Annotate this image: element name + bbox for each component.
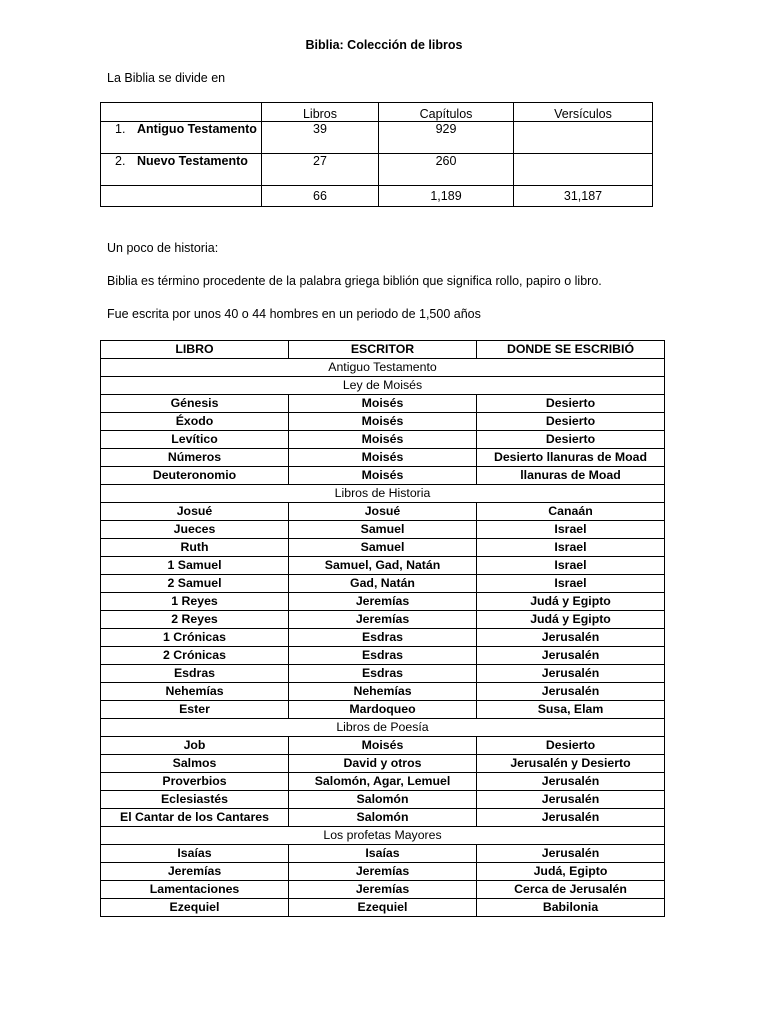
book-name-cell: Deuteronomio (101, 467, 289, 485)
book-name-cell: 1 Reyes (101, 593, 289, 611)
writer-cell: Samuel, Gad, Natán (289, 557, 477, 575)
book-name-cell: 1 Samuel (101, 557, 289, 575)
writer-cell: Moisés (289, 395, 477, 413)
book-name-cell: Nehemías (101, 683, 289, 701)
book-row (101, 863, 665, 881)
book-name-cell: 1 Crónicas (101, 629, 289, 647)
place-cell: Jerusalén (477, 773, 665, 791)
libros-cell: 39 (262, 122, 379, 154)
place-cell: Jerusalén (477, 647, 665, 665)
book-name-cell: El Cantar de los Cantares (101, 809, 289, 827)
section-row (101, 827, 665, 845)
writer-cell: Samuel (289, 539, 477, 557)
libros-cell: 27 (262, 154, 379, 186)
section-row (101, 485, 665, 503)
place-cell: Desierto (477, 431, 665, 449)
section-row (101, 719, 665, 737)
list-number: 2. (115, 154, 126, 168)
writer-cell: Moisés (289, 737, 477, 755)
place-cell: Desierto (477, 395, 665, 413)
summary-row-label (101, 154, 262, 186)
testament-name: Nuevo Testamento (137, 154, 248, 168)
book-name-cell: Ezequiel (101, 899, 289, 917)
place-cell: Israel (477, 557, 665, 575)
book-row (101, 809, 665, 827)
document-title: Biblia: Colección de libros (305, 38, 463, 52)
book-name-cell: Ester (101, 701, 289, 719)
capitulos-total-cell: 1,189 (379, 186, 514, 207)
writer-cell: Mardoqueo (289, 701, 477, 719)
place-cell: Judá, Egipto (477, 863, 665, 881)
writer-cell: Moisés (289, 413, 477, 431)
book-name-cell: Josué (101, 503, 289, 521)
book-name-cell: Números (101, 449, 289, 467)
section-row (101, 359, 665, 377)
place-cell: Judá y Egipto (477, 593, 665, 611)
writer-cell: Moisés (289, 449, 477, 467)
book-row (101, 881, 665, 899)
writer-cell: Nehemías (289, 683, 477, 701)
summary-total-row (101, 186, 653, 207)
book-row (101, 557, 665, 575)
book-name-cell: Éxodo (101, 413, 289, 431)
writer-cell: Jeremías (289, 881, 477, 899)
books-table-body (101, 359, 665, 917)
book-row (101, 629, 665, 647)
books-table (100, 340, 665, 917)
writer-cell: Moisés (289, 431, 477, 449)
history-paragraph-2: Fue escrita por unos 40 o 44 hombres en un periodo de 1,500 años (107, 307, 481, 321)
book-name-cell: 2 Reyes (101, 611, 289, 629)
book-row (101, 413, 665, 431)
place-cell: Desierto (477, 413, 665, 431)
book-name-cell: Jueces (101, 521, 289, 539)
book-row (101, 593, 665, 611)
writer-cell: Jeremías (289, 863, 477, 881)
section-heading: Libros de Poesía (101, 719, 665, 737)
place-cell: Desierto llanuras de Moad (477, 449, 665, 467)
place-cell: Jerusalén (477, 629, 665, 647)
place-cell: Israel (477, 539, 665, 557)
book-row (101, 467, 665, 485)
writer-cell: Isaías (289, 845, 477, 863)
capitulos-cell: 929 (379, 122, 514, 154)
book-row (101, 701, 665, 719)
book-row (101, 395, 665, 413)
books-header-cell: DONDE SE ESCRIBIÓ (477, 341, 665, 359)
writer-cell: Ezequiel (289, 899, 477, 917)
section-row (101, 377, 665, 395)
place-cell: Jerusalén (477, 683, 665, 701)
book-row (101, 647, 665, 665)
book-name-cell: Eclesiastés (101, 791, 289, 809)
summary-row (101, 122, 653, 154)
book-row (101, 773, 665, 791)
book-row (101, 791, 665, 809)
book-row (101, 683, 665, 701)
section-heading: Antiguo Testamento (101, 359, 665, 377)
books-header-cell: LIBRO (101, 341, 289, 359)
place-cell: Jerusalén (477, 845, 665, 863)
book-row (101, 431, 665, 449)
book-name-cell: Levítico (101, 431, 289, 449)
book-name-cell: Jeremías (101, 863, 289, 881)
section-heading: Los profetas Mayores (101, 827, 665, 845)
book-name-cell: Esdras (101, 665, 289, 683)
writer-cell: Salomón, Agar, Lemuel (289, 773, 477, 791)
book-row (101, 737, 665, 755)
list-number: 1. (115, 122, 126, 136)
summary-table (100, 102, 653, 207)
history-paragraph-1: Biblia es término procedente de la palabra griega biblión que significa rollo, papiro o libro. (107, 274, 602, 288)
intro-text: La Biblia se divide en (107, 71, 226, 85)
summary-header-cell: Versículos (514, 103, 653, 122)
place-cell: Babilonia (477, 899, 665, 917)
versiculos-cell (514, 154, 653, 186)
books-header-cell: ESCRITOR (289, 341, 477, 359)
place-cell: Israel (477, 521, 665, 539)
versiculos-total-cell: 31,187 (514, 186, 653, 207)
writer-cell: Samuel (289, 521, 477, 539)
book-row (101, 539, 665, 557)
writer-cell: Josué (289, 503, 477, 521)
book-name-cell: Proverbios (101, 773, 289, 791)
place-cell: Jerusalén (477, 791, 665, 809)
writer-cell: Esdras (289, 629, 477, 647)
section-heading: Libros de Historia (101, 485, 665, 503)
summary-row (101, 154, 653, 186)
section-heading: Ley de Moisés (101, 377, 665, 395)
summary-header-row (101, 103, 653, 122)
capitulos-cell: 260 (379, 154, 514, 186)
history-heading: Un poco de historia: (107, 241, 219, 255)
book-row (101, 755, 665, 773)
book-name-cell: Lamentaciones (101, 881, 289, 899)
summary-header-cell: Capítulos (379, 103, 514, 122)
writer-cell: Jeremías (289, 611, 477, 629)
place-cell: Cerca de Jerusalén (477, 881, 665, 899)
book-row (101, 521, 665, 539)
book-name-cell: Génesis (101, 395, 289, 413)
place-cell: Israel (477, 575, 665, 593)
book-name-cell: Isaías (101, 845, 289, 863)
place-cell: Jerusalén y Desierto (477, 755, 665, 773)
book-row (101, 611, 665, 629)
place-cell: Canaán (477, 503, 665, 521)
book-row (101, 845, 665, 863)
writer-cell: Jeremías (289, 593, 477, 611)
summary-row-label (101, 122, 262, 154)
books-header-row (101, 341, 665, 359)
book-name-cell: Ruth (101, 539, 289, 557)
writer-cell: Esdras (289, 647, 477, 665)
book-row (101, 575, 665, 593)
book-name-cell: 2 Samuel (101, 575, 289, 593)
book-row (101, 899, 665, 917)
libros-total-cell: 66 (262, 186, 379, 207)
book-row (101, 503, 665, 521)
book-row (101, 449, 665, 467)
place-cell: Desierto (477, 737, 665, 755)
book-row (101, 665, 665, 683)
book-name-cell: Salmos (101, 755, 289, 773)
versiculos-cell (514, 122, 653, 154)
place-cell: Judá y Egipto (477, 611, 665, 629)
writer-cell: Gad, Natán (289, 575, 477, 593)
place-cell: Jerusalén (477, 665, 665, 683)
place-cell: Jerusalén (477, 809, 665, 827)
writer-cell: Moisés (289, 467, 477, 485)
summary-header-cell: Libros (262, 103, 379, 122)
writer-cell: Salomón (289, 791, 477, 809)
writer-cell: Salomón (289, 809, 477, 827)
summary-header-cell (101, 103, 262, 122)
book-name-cell: 2 Crónicas (101, 647, 289, 665)
summary-row-label (101, 186, 262, 207)
writer-cell: Esdras (289, 665, 477, 683)
book-name-cell: Job (101, 737, 289, 755)
place-cell: llanuras de Moad (477, 467, 665, 485)
place-cell: Susa, Elam (477, 701, 665, 719)
testament-name: Antiguo Testamento (137, 122, 257, 136)
writer-cell: David y otros (289, 755, 477, 773)
